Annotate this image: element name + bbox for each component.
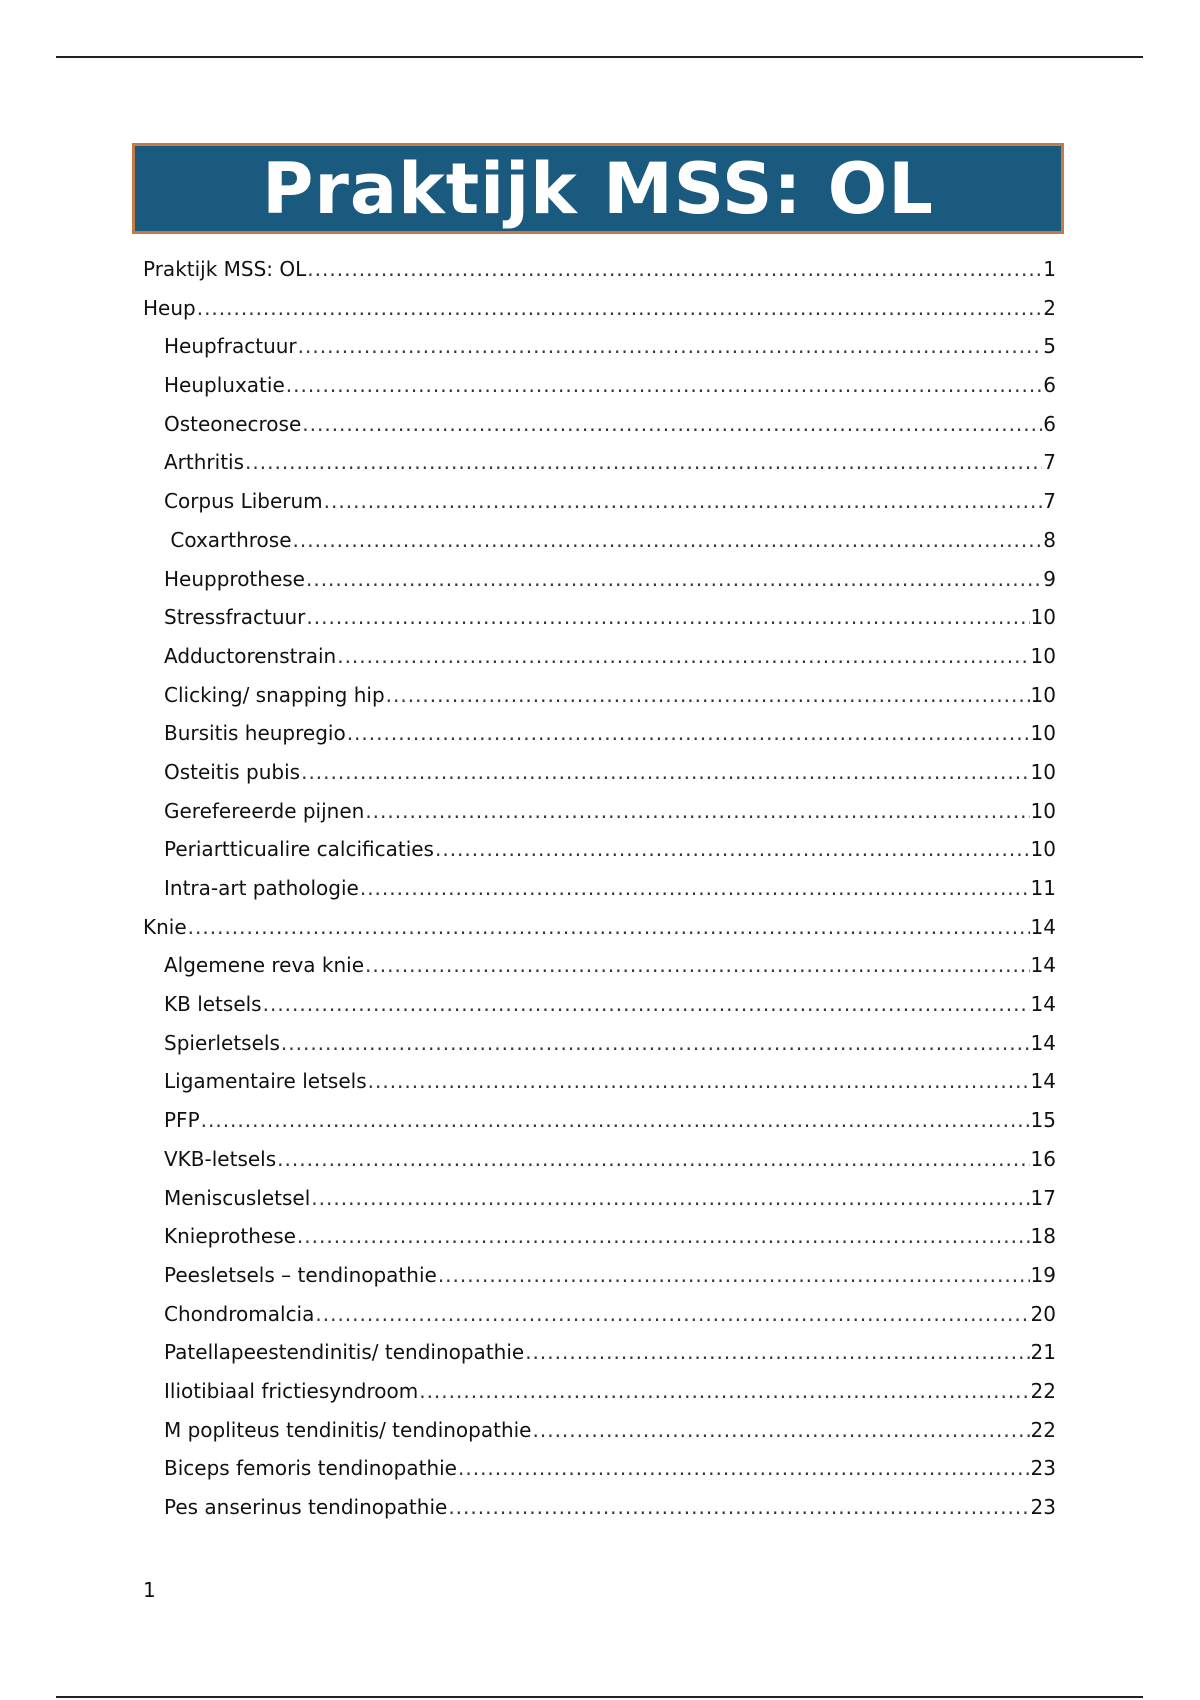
toc-leader-dots bbox=[306, 598, 1029, 637]
toc-entry-label: Biceps femoris tendinopathie bbox=[164, 1456, 457, 1481]
toc-leader-dots bbox=[419, 1372, 1029, 1411]
toc-entry-page: 14 bbox=[1030, 1069, 1056, 1094]
toc-entry-label: Heupprothese bbox=[164, 566, 305, 591]
toc-entry-label: Spierletsels bbox=[164, 1030, 280, 1055]
toc-entry-page: 1 bbox=[1043, 257, 1056, 281]
toc-leader-dots bbox=[360, 869, 1030, 908]
toc-entry[interactable] bbox=[143, 676, 1056, 715]
toc-entry[interactable] bbox=[143, 830, 1056, 869]
toc-entry-page: 17 bbox=[1030, 1185, 1056, 1210]
toc-entry[interactable] bbox=[143, 1372, 1056, 1411]
toc-entry-page: 14 bbox=[1030, 953, 1056, 978]
toc-entry-page: 19 bbox=[1030, 1262, 1056, 1287]
toc-entry-label: Osteonecrose bbox=[164, 411, 302, 436]
toc-leader-dots bbox=[448, 1488, 1029, 1527]
title-banner bbox=[132, 143, 1064, 234]
toc-entry[interactable] bbox=[143, 1295, 1056, 1334]
toc-entry-label: Patellapeestendinitis/ tendinopathie bbox=[164, 1340, 525, 1365]
toc-leader-dots bbox=[197, 289, 1043, 328]
toc-entry-label: Heupluxatie bbox=[164, 373, 285, 398]
toc-leader-dots bbox=[281, 1024, 1030, 1063]
toc-entry-label: KB letsels bbox=[164, 992, 262, 1017]
toc-leader-dots bbox=[315, 1295, 1029, 1334]
toc-leader-dots bbox=[438, 1256, 1030, 1295]
toc-entry-label: Intra-art pathologie bbox=[164, 876, 359, 900]
toc-entry-page: 8 bbox=[1043, 527, 1056, 552]
toc-entry-label: M popliteus tendinitis/ tendinopathie bbox=[164, 1417, 532, 1442]
toc-leader-dots bbox=[386, 676, 1030, 715]
toc-entry-label: Adductorenstrain bbox=[164, 643, 337, 668]
toc-entry-label: Periartticualire calcificaties bbox=[164, 837, 434, 862]
toc-entry[interactable] bbox=[143, 405, 1056, 444]
toc-entry-label: Stressfractuur bbox=[164, 605, 306, 630]
toc-leader-dots bbox=[311, 1179, 1029, 1218]
footer-rule bbox=[56, 1696, 1143, 1698]
toc-leader-dots bbox=[293, 521, 1043, 560]
toc-entry-page: 2 bbox=[1043, 295, 1056, 320]
toc-entry-label: Knie bbox=[143, 914, 187, 939]
table-of-contents bbox=[143, 250, 1056, 1527]
toc-leader-dots bbox=[277, 1140, 1029, 1179]
toc-entry[interactable] bbox=[143, 1179, 1056, 1218]
toc-entry[interactable] bbox=[143, 908, 1056, 947]
toc-leader-dots bbox=[347, 714, 1030, 753]
toc-leader-dots bbox=[435, 830, 1030, 869]
toc-leader-dots bbox=[245, 443, 1042, 482]
document-title: Praktijk MSS: OL bbox=[262, 147, 934, 230]
toc-entry-label: Pes anserinus tendinopathie bbox=[164, 1495, 448, 1519]
toc-leader-dots bbox=[297, 1217, 1030, 1256]
toc-entry[interactable] bbox=[143, 985, 1056, 1024]
toc-entry-page: 14 bbox=[1030, 1030, 1056, 1055]
toc-leader-dots bbox=[307, 250, 1042, 289]
toc-entry[interactable] bbox=[143, 327, 1056, 366]
toc-leader-dots bbox=[365, 946, 1030, 985]
toc-entry[interactable] bbox=[143, 366, 1056, 405]
toc-entry[interactable] bbox=[143, 1411, 1056, 1450]
toc-entry-page: 18 bbox=[1030, 1224, 1056, 1249]
toc-entry[interactable] bbox=[143, 1140, 1056, 1179]
toc-entry-page: 6 bbox=[1043, 411, 1056, 436]
toc-entry[interactable] bbox=[143, 1488, 1056, 1527]
toc-entry[interactable] bbox=[143, 443, 1056, 482]
toc-entry-page: 10 bbox=[1030, 605, 1056, 630]
toc-entry-page: 7 bbox=[1043, 450, 1056, 475]
toc-entry-label: Heupfractuur bbox=[164, 334, 297, 359]
toc-leader-dots bbox=[201, 1101, 1030, 1140]
toc-entry-label: PFP bbox=[164, 1108, 200, 1133]
toc-entry-label: Coxarthrose bbox=[164, 527, 292, 552]
toc-entry[interactable] bbox=[143, 521, 1056, 560]
toc-entry[interactable] bbox=[143, 1333, 1056, 1372]
toc-entry-label: Meniscusletsel bbox=[164, 1185, 311, 1210]
toc-entry-page: 22 bbox=[1030, 1417, 1056, 1442]
toc-entry-page: 10 bbox=[1030, 759, 1056, 784]
toc-entry[interactable] bbox=[143, 1062, 1056, 1101]
toc-entry-page: 10 bbox=[1030, 721, 1056, 746]
toc-entry-page: 14 bbox=[1030, 914, 1056, 939]
toc-entry-label: Praktijk MSS: OL bbox=[143, 257, 307, 281]
toc-entry[interactable] bbox=[143, 1024, 1056, 1063]
toc-entry-page: 6 bbox=[1043, 373, 1056, 398]
toc-entry-page: 20 bbox=[1030, 1301, 1056, 1326]
toc-entry-label: Peesletsels – tendinopathie bbox=[164, 1262, 437, 1287]
toc-entry-page: 7 bbox=[1043, 489, 1056, 514]
toc-entry[interactable] bbox=[143, 637, 1056, 676]
toc-entry-label: Arthritis bbox=[164, 450, 245, 475]
toc-leader-dots bbox=[306, 560, 1042, 599]
toc-leader-dots bbox=[286, 366, 1043, 405]
toc-leader-dots bbox=[324, 482, 1043, 521]
toc-entry-page: 22 bbox=[1030, 1378, 1056, 1403]
toc-entry[interactable] bbox=[143, 714, 1056, 753]
toc-entry-page: 16 bbox=[1030, 1146, 1056, 1171]
toc-entry-label: Heup bbox=[143, 295, 196, 320]
header-rule bbox=[56, 56, 1143, 58]
toc-entry-label: Knieprothese bbox=[164, 1224, 296, 1249]
toc-entry-label: Ligamentaire letsels bbox=[164, 1069, 367, 1094]
toc-entry-label: Corpus Liberum bbox=[164, 489, 323, 514]
toc-leader-dots bbox=[301, 753, 1029, 792]
toc-entry[interactable] bbox=[143, 946, 1056, 985]
toc-entry[interactable] bbox=[143, 753, 1056, 792]
toc-entry-label: Gerefereerde pijnen bbox=[164, 798, 365, 823]
toc-leader-dots bbox=[368, 1062, 1030, 1101]
toc-entry[interactable] bbox=[143, 1101, 1056, 1140]
toc-entry-label: Clicking/ snapping hip bbox=[164, 682, 385, 707]
toc-entry[interactable] bbox=[143, 792, 1056, 831]
toc-entry[interactable] bbox=[143, 1256, 1056, 1295]
toc-entry-page: 23 bbox=[1030, 1495, 1056, 1519]
toc-leader-dots bbox=[263, 985, 1030, 1024]
toc-entry-label: Algemene reva knie bbox=[164, 953, 365, 978]
toc-entry-page: 9 bbox=[1043, 566, 1056, 591]
toc-leader-dots bbox=[365, 792, 1029, 831]
toc-entry[interactable] bbox=[143, 289, 1056, 328]
toc-entry[interactable] bbox=[143, 869, 1056, 908]
toc-entry-label: Osteitis pubis bbox=[164, 759, 301, 784]
toc-entry-page: 10 bbox=[1030, 837, 1056, 862]
toc-entry-page: 10 bbox=[1030, 643, 1056, 668]
toc-entry-label: Chondromalcia bbox=[164, 1301, 315, 1326]
toc-entry-page: 21 bbox=[1030, 1340, 1056, 1365]
toc-leader-dots bbox=[533, 1411, 1030, 1450]
toc-entry-page: 10 bbox=[1030, 682, 1056, 707]
toc-entry[interactable] bbox=[143, 1217, 1056, 1256]
page-number: 1 bbox=[143, 1578, 156, 1602]
toc-entry-page: 14 bbox=[1030, 992, 1056, 1017]
toc-entry-label: Iliotibiaal frictiesyndroom bbox=[164, 1378, 419, 1403]
toc-entry-label: VKB-letsels bbox=[164, 1146, 277, 1171]
toc-entry-label: Bursitis heupregio bbox=[164, 721, 346, 746]
toc-entry-page: 10 bbox=[1030, 798, 1056, 823]
toc-entry[interactable] bbox=[143, 598, 1056, 637]
toc-entry-page: 11 bbox=[1030, 876, 1056, 900]
toc-entry[interactable] bbox=[143, 482, 1056, 521]
toc-entry-page: 23 bbox=[1030, 1456, 1056, 1481]
toc-entry-page: 15 bbox=[1030, 1108, 1056, 1133]
toc-leader-dots bbox=[298, 327, 1043, 366]
toc-leader-dots bbox=[525, 1333, 1029, 1372]
toc-entry[interactable] bbox=[143, 250, 1056, 289]
toc-leader-dots bbox=[337, 637, 1029, 676]
toc-entry[interactable] bbox=[143, 560, 1056, 599]
toc-entry[interactable] bbox=[143, 1449, 1056, 1488]
toc-leader-dots bbox=[302, 405, 1042, 444]
toc-leader-dots bbox=[458, 1449, 1030, 1488]
toc-entry-page: 5 bbox=[1043, 334, 1056, 359]
toc-leader-dots bbox=[188, 908, 1030, 947]
